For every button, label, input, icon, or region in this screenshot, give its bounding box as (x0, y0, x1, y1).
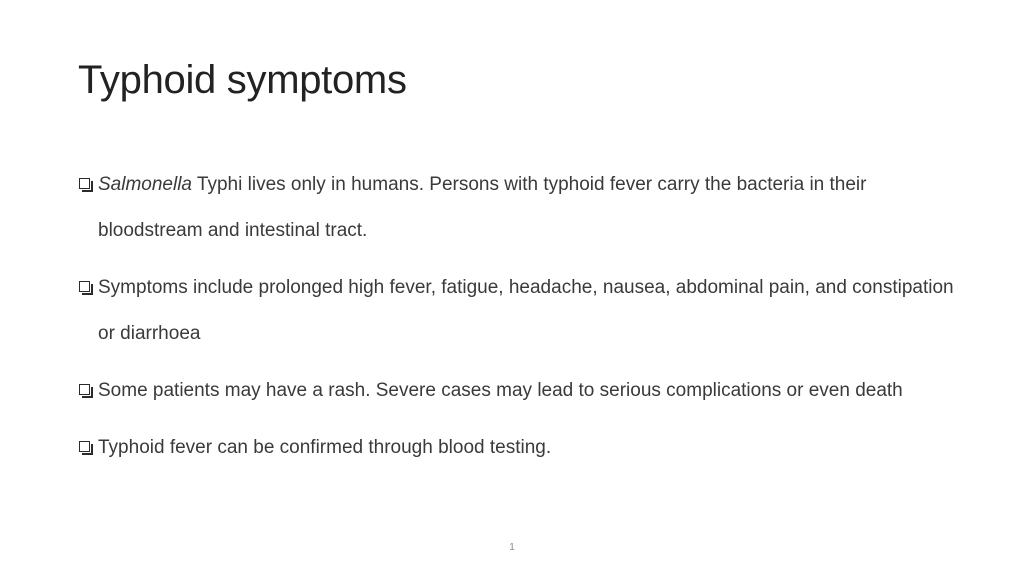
bullet-item (78, 368, 958, 414)
page-number: 1 (509, 542, 515, 553)
checkbox-square-icon (79, 384, 90, 395)
checkbox-square-icon (79, 281, 90, 292)
bullet-text: Symptoms include prolonged high fever, fatigue, headache, nausea, abdominal pain, and constipation or diarrhoea (98, 277, 954, 344)
checkbox-square-icon (79, 178, 90, 189)
checkbox-square-icon (79, 441, 90, 452)
bullet-item (78, 162, 958, 254)
bullet-italic-text: Salmonella (98, 174, 192, 195)
bullet-item (78, 265, 958, 357)
bullet-list (78, 162, 958, 471)
slide-title: Typhoid symptoms (78, 58, 407, 102)
bullet-item (78, 425, 958, 471)
bullet-text: Some patients may have a rash. Severe cases may lead to serious complications or even death (98, 380, 903, 401)
bullet-text: Typhi lives only in humans. Persons with typhoid fever carry the bacteria in their bloodstream and intestinal tract. (98, 174, 867, 241)
bullet-text: Typhoid fever can be confirmed through blood testing. (98, 437, 552, 458)
